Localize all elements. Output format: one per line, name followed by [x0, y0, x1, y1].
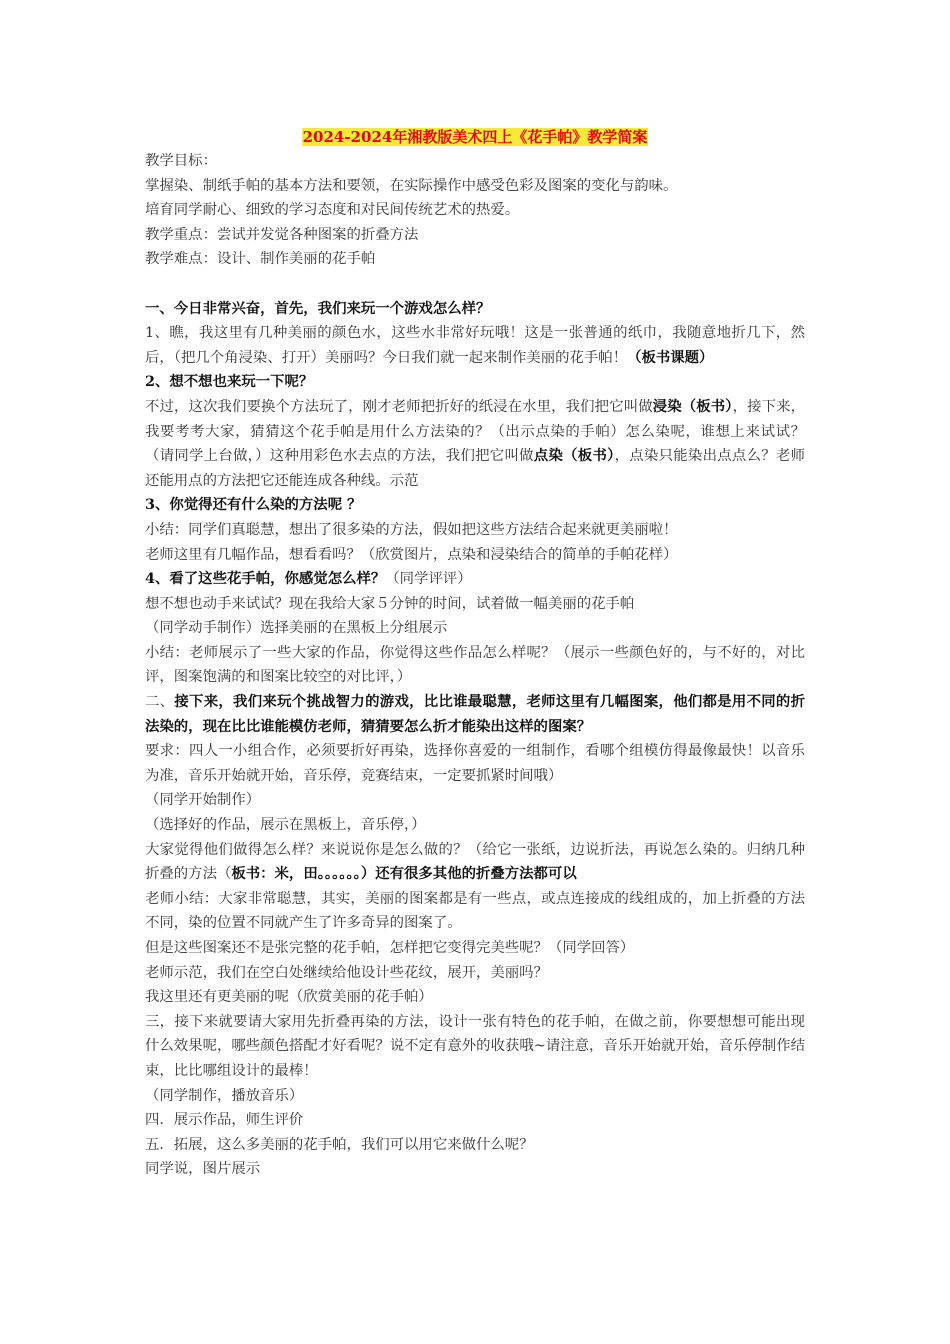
paragraph: 小结：老师展示了一些大家的作品，你觉得这些作品怎么样呢？（展示一些颜色好的，与不好的，对比评，图案饱满的和图案比较空的对比评，）: [145, 644, 805, 686]
paragraph-text: 不过，这次我们要换个方法玩了，刚才老师把折好的纸浸在水里，我们把它叫做: [145, 398, 653, 415]
paragraph-text: 1、瞧，我这里有几种美丽的颜色水，这些水非常好玩哦！这是一张普通的纸巾，我随意地折几下，然后，（把几个角浸染、打开）美丽吗？今日我们就一起来制作美丽的花手帕！: [145, 325, 805, 366]
subheading-line: [145, 567, 805, 592]
bold-note: 浸染（板书）: [652, 397, 733, 415]
spacer: [145, 272, 805, 297]
section-heading: 一、今日非常兴奋，首先，我们来玩一个游戏怎么样？: [145, 299, 491, 317]
paragraph-text: 大家觉得他们做得怎么样？来说说你是怎么做的？（给它一张纸，边说折法，再说怎么染的。归纳几种折叠的方法（: [145, 841, 805, 883]
subheading: 2、想不想也来玩一下呢？: [145, 373, 314, 391]
paragraph: 同学说，图片展示: [145, 1161, 261, 1178]
paragraph: 五．拓展，这么多美丽的花手帕，我们可以用它来做什么呢？: [145, 1136, 534, 1153]
section-number: 二、: [145, 694, 175, 711]
paragraph: （选择好的作品，展示在黑板上，音乐停，）: [145, 817, 426, 834]
title-highlight: 2024-2024年湘教版美术四上《花手帕》教学简案: [302, 128, 648, 146]
paragraph-text: ，接下来，我要考考大家，猜猜这个花手帕是用什么方法染的？（出示点染的手帕）怎么染呢，谁想上来试试？（请同学上台做，）这种用彩色水去点的方法，我们把它叫做: [145, 398, 805, 465]
document-title: [145, 126, 805, 148]
paragraph: 老师这里有几幅作品，想看看吗？（欣赏图片，点染和浸染结合的简单的手帕花样）: [145, 546, 678, 563]
paragraph-text: ，点染只能染出点点么？老师还能用点的方法把它还能连成各种线。示范: [145, 448, 805, 489]
paragraph: 但是这些图案还不是张完整的花手帕，怎样把它变得完美些呢？（同学回答）: [145, 940, 635, 956]
section-heading-text: 接下来，我们来玩个挑战智力的游戏，比比谁最聪慧，老师这里有几幅图案，他们都是用不同的折法染的，现在比比谁能模仿老师，猜猜要怎么折才能染出这样的图案？: [145, 693, 805, 735]
paragraph: 三，接下来就要请大家用先折叠再染的方法，设计一张有特色的花手帕，在做之前，你要想想可能出现什么效果呢，哪些颜色搭配才好看呢？说不定有意外的收获哦~请注意，音乐开始就开始，音乐停制作结束，比比哪组设计的最棒！: [145, 1013, 805, 1079]
paragraph: （同学动手制作）选择美丽的在黑板上分组展示: [145, 620, 448, 637]
section-heading: [145, 690, 805, 739]
paragraph: 想不想也动手来试试？现在我给大家５分钟的时间，试着做一幅美丽的花手帕: [145, 595, 635, 612]
paragraph: 老师示范，我们在空白处继续给他设计些花纹，展开，美丽吗？: [145, 964, 548, 981]
paragraph: （同学开始制作）: [145, 792, 261, 809]
paragraph: [145, 321, 805, 370]
document-page: [145, 126, 805, 1182]
paragraph: （同学制作，播放音乐）: [145, 1087, 304, 1104]
objectives-heading: 教学目标：: [145, 153, 217, 169]
paragraph: 老师小结：大家非常聪慧，其实，美丽的图案都是有一些点，或点连接成的线组成的，加上折叠的方法不同，染的位置不同就产生了许多奇异的图案了。: [145, 890, 805, 932]
subheading: 4、看了这些花手帕，你感觉怎么样？: [145, 570, 386, 588]
objective-item: 掌握染、制纸手帕的基本方法和要领，在实际操作中感受色彩及图案的变化与韵味。: [145, 177, 678, 194]
paragraph: [145, 395, 805, 493]
paragraph: 要求：四人一小组合作，必须要折好再染，选择你喜爱的一组制作，看哪个组模仿得最像最快！以音乐为准，音乐开始就开始，音乐停，竞赛结束，一定要抓紧时间哦）: [145, 743, 805, 784]
bold-note: 板书：米，田。。。。。。）还有很多其他的折叠方法都可以: [231, 865, 577, 883]
paragraph: 小结：同学们真聪慧，想出了很多染的方法，假如把这些方法结合起来就更美丽啦！: [145, 521, 678, 538]
subheading: 3、你觉得还有什么染的方法呢 ？: [145, 496, 362, 514]
paragraph-text: （同学评评）: [385, 571, 472, 588]
key-point: 教学重点：尝试并发觉各种图案的折叠方法: [145, 226, 419, 243]
paragraph: [145, 838, 805, 887]
paragraph: 我这里还有更美丽的呢（欣赏美丽的花手帕）: [145, 989, 433, 1006]
bold-note: 点染（板书）: [533, 447, 615, 465]
difficulty: 教学难点：设计、制作美丽的花手帕: [145, 251, 376, 268]
bold-note: （板书课题）: [627, 348, 714, 366]
objective-item: 培育同学耐心、细致的学习态度和对民间传统艺术的热爱。: [145, 202, 520, 219]
paragraph: 四．展示作品，师生评价: [145, 1112, 304, 1129]
